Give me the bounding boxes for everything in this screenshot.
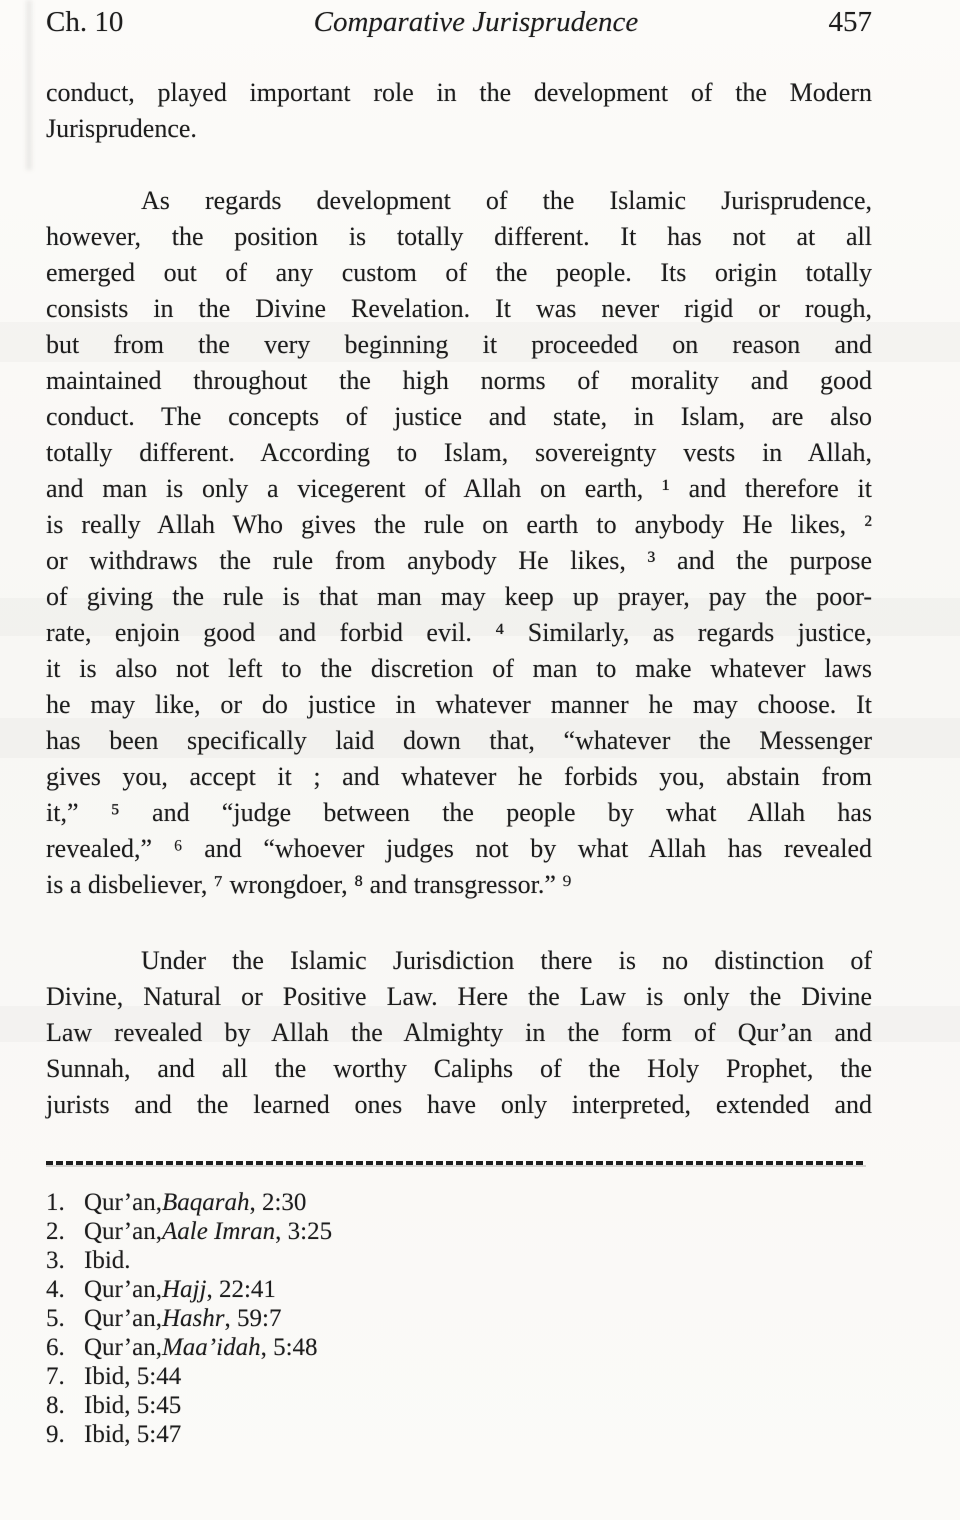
text-line: but from the very beginning it proceeded on reason and — [46, 330, 872, 359]
text-line: conduct. The concepts of justice and state, in Islam, are also — [46, 402, 872, 431]
footnote-source-italic: Hashr — [161, 1305, 225, 1332]
chapter-label: Ch. 10 — [46, 6, 124, 38]
text-line: Sunnah, and all the worthy Caliphs of the Holy Prophet, the — [46, 1054, 872, 1083]
footnote-text: Qur’an, — [84, 1189, 162, 1216]
footnote-number: 4. — [46, 1276, 65, 1303]
footnote-text: Qur’an, — [84, 1276, 162, 1303]
footnote-number: 5. — [46, 1305, 65, 1332]
text-line: Law revealed by Allah the Almighty in the form of Qur’an and — [46, 1018, 872, 1047]
footnote-number: 8. — [46, 1392, 65, 1419]
scan-edge-artifact — [26, 0, 32, 170]
footnote-separator — [46, 1161, 866, 1165]
footnote-reference: , 2:30 — [249, 1189, 307, 1216]
footnote-item-8 — [46, 1391, 872, 1420]
paragraph-3 — [46, 943, 872, 1123]
footnote-source-italic: Aale Imran — [161, 1218, 276, 1245]
text-line: and man is only a vicegerent of Allah on earth, ¹ and therefore it — [46, 474, 872, 503]
page-body — [46, 75, 872, 1449]
page-number: 457 — [828, 6, 872, 38]
footnote-text: Qur’an, — [84, 1305, 162, 1332]
footnote-number: 9. — [46, 1421, 65, 1448]
text-line: of giving the rule is that man may keep up prayer, pay the poor- — [46, 582, 872, 611]
footnote-item-4 — [46, 1275, 872, 1304]
text-line: revealed,” ⁶ and “whoever judges not by what Allah has revealed — [46, 834, 872, 863]
text-line: or withdraws the rule from anybody He likes, ³ and the purpose — [46, 546, 872, 575]
footnote-item-9 — [46, 1420, 872, 1449]
footnote-text: Ibid, 5:47 — [84, 1421, 182, 1448]
text-line: is a disbeliever, ⁷ wrongdoer, ⁸ and transgressor.” ⁹ — [46, 870, 572, 899]
footnote-number: 7. — [46, 1363, 65, 1390]
text-line: Jurisprudence. — [46, 114, 197, 143]
text-line: it,” ⁵ and “judge between the people by what Allah has — [46, 798, 872, 827]
footnote-reference: , 59:7 — [224, 1305, 282, 1332]
text-line: is really Allah Who gives the rule on earth to anybody He likes, ² — [46, 510, 872, 539]
footnote-text: Qur’an, — [84, 1334, 162, 1361]
page-header — [46, 5, 872, 39]
footnote-source-italic: Baqarah — [161, 1189, 250, 1216]
paragraph-1 — [46, 75, 872, 147]
footnotes-list — [46, 1188, 872, 1449]
text-line: maintained throughout the high norms of morality and good — [46, 366, 872, 395]
footnote-number: 2. — [46, 1218, 65, 1245]
text-line: it is also not left to the discretion of man to make whatever laws — [46, 654, 872, 683]
text-line: however, the position is totally different. It has not at all — [46, 222, 872, 251]
footnote-text: Ibid, 5:44 — [84, 1363, 182, 1390]
footnote-reference: , 22:41 — [206, 1276, 276, 1303]
footnote-item-7 — [46, 1362, 872, 1391]
running-title: Comparative Jurisprudence — [313, 6, 639, 38]
footnote-number: 3. — [46, 1247, 65, 1274]
text-line: he may like, or do justice in whatever manner he may choose. It — [46, 690, 872, 719]
paragraph-2 — [46, 183, 872, 903]
footnote-item-5 — [46, 1304, 872, 1333]
footnote-item-2 — [46, 1217, 872, 1246]
footnote-source-italic: Maa’idah — [161, 1334, 261, 1361]
footnote-text: Ibid. — [84, 1247, 131, 1274]
footnote-reference: , 5:48 — [260, 1334, 318, 1361]
footnote-number: 6. — [46, 1334, 65, 1361]
footnote-item-1 — [46, 1188, 872, 1217]
footnote-reference: , 3:25 — [275, 1218, 333, 1245]
text-line: consists in the Divine Revelation. It was never rigid or rough, — [46, 294, 872, 323]
text-line: jurists and the learned ones have only interpreted, extended and — [46, 1090, 872, 1119]
footnote-number: 1. — [46, 1189, 65, 1216]
footnote-item-3 — [46, 1246, 872, 1275]
text-line: has been specifically laid down that, “whatever the Messenger — [46, 726, 872, 755]
text-line: Under the Islamic Jurisdiction there is no distinction of — [141, 946, 872, 975]
footnote-text: Ibid, 5:45 — [84, 1392, 182, 1419]
footnote-item-6 — [46, 1333, 872, 1362]
text-line: gives you, accept it ; and whatever he forbids you, abstain from — [46, 762, 872, 791]
text-line: totally different. According to Islam, sovereignty vests in Allah, — [46, 438, 872, 467]
text-line: As regards development of the Islamic Jurisprudence, — [141, 186, 872, 215]
footnote-text: Qur’an, — [84, 1218, 162, 1245]
footnote-source-italic: Hajj — [161, 1276, 207, 1303]
text-line: rate, enjoin good and forbid evil. ⁴ Similarly, as regards justice, — [46, 618, 872, 647]
text-line: emerged out of any custom of the people. Its origin totally — [46, 258, 872, 287]
text-line: conduct, played important role in the development of the Modern — [46, 78, 872, 107]
text-line: Divine, Natural or Positive Law. Here the Law is only the Divine — [46, 982, 872, 1011]
